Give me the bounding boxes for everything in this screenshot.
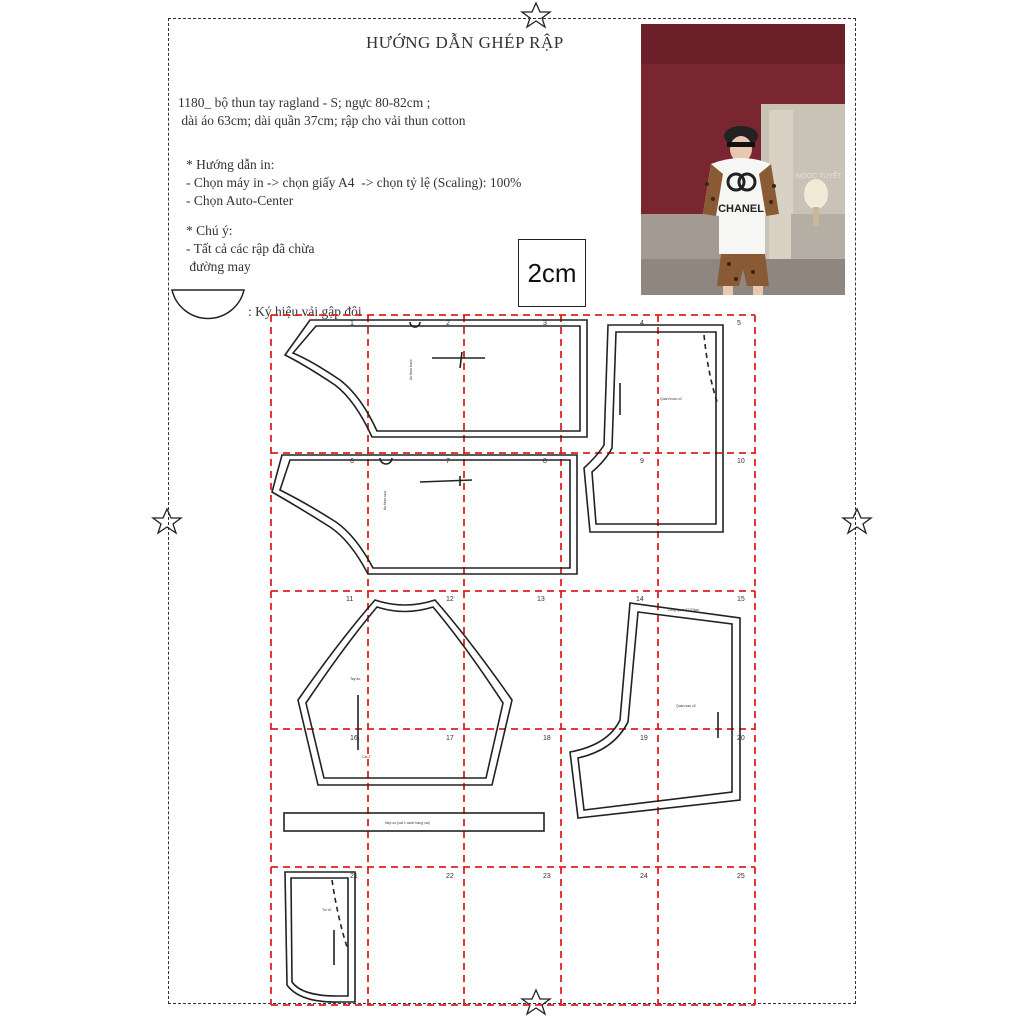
photo-watermark: NGỌC TUYẾT (796, 173, 842, 180)
print-heading: * Hướng dẫn in: (186, 157, 275, 172)
notes-line-1: - Tất cả các rập đã chừa (186, 241, 315, 256)
front-pants-label: Quan truoc x2 (660, 397, 682, 401)
back-pants-label: Quan sau x2 (676, 704, 696, 708)
page-number: 8 (543, 458, 547, 465)
sleeve-cut-label: Cat 2 (362, 755, 371, 759)
page-number: 22 (446, 873, 454, 880)
page-grid (271, 315, 755, 1005)
sleeve-piece (298, 600, 512, 785)
page-number: 5 (737, 320, 741, 327)
sleeve-label: Tay ao (350, 677, 361, 681)
registration-star-icon (843, 509, 871, 533)
registration-star-icon (153, 509, 181, 533)
page-number: 23 (543, 873, 551, 880)
page-number: 15 (737, 596, 745, 603)
fold-symbol-label: : Ký hiệu vải gập đôi (248, 304, 362, 319)
registration-star-icon (522, 3, 550, 27)
page-number: 10 (737, 458, 745, 465)
registration-star-icon (522, 990, 550, 1014)
page-number: 11 (346, 596, 354, 603)
page-number: 4 (640, 320, 644, 327)
page-number: 25 (737, 873, 745, 880)
page-number: 19 (640, 735, 648, 742)
page-title: HƯỚNG DẪN GHÉP RẬP (366, 33, 564, 52)
page-number: 9 (640, 458, 644, 465)
page-number: 3 (543, 320, 547, 327)
page-number: 14 (636, 596, 644, 603)
page-number: 24 (640, 873, 648, 880)
waistband-label: Lung quan 37 P3cm (668, 608, 700, 612)
scale-check-box: 2cm (518, 239, 586, 307)
page-number: 13 (537, 596, 545, 603)
description-line-2: dài áo 63cm; dài quần 37cm; rập cho vải thun cotton (178, 113, 466, 128)
collar-strip-label: Nep co (cat 1 canh bang vai) (385, 821, 430, 825)
page-number: 7 (446, 458, 450, 465)
front-bodice-piece (285, 320, 587, 437)
pocket-piece (285, 872, 355, 1002)
description-line-1: 1180_ bộ thun tay ragland - S; ngực 80-82cm ; (178, 95, 431, 110)
page-number: 20 (737, 735, 745, 742)
print-step-2: - Chọn Auto-Center (186, 193, 294, 208)
photo-logo-text: CHANEL (718, 203, 764, 215)
back-pants-piece (570, 603, 740, 818)
print-step-1: - Chọn máy in -> chọn giấy A4 -> chọn tỷ lệ (Scaling): 100% (186, 175, 522, 190)
page-number: 2 (446, 320, 450, 327)
page-number: 12 (446, 596, 454, 603)
fold-symbol-icon (172, 290, 244, 318)
pocket-label: Tui x2 (322, 908, 332, 912)
page-number: 1 (350, 320, 354, 327)
page-number: 16 (350, 735, 358, 742)
back-bodice-label: Ao than sau (383, 491, 387, 510)
notes-heading: * Chú ý: (186, 223, 233, 238)
page-number: 18 (543, 735, 551, 742)
back-bodice-piece (272, 455, 577, 574)
front-pants-piece (584, 325, 723, 532)
page-number: 6 (350, 458, 354, 465)
front-bodice-label: Ao than truoc (409, 359, 413, 380)
page-number: 21 (350, 873, 358, 880)
page-number: 17 (446, 735, 454, 742)
notes-line-2: đường may (186, 259, 251, 274)
